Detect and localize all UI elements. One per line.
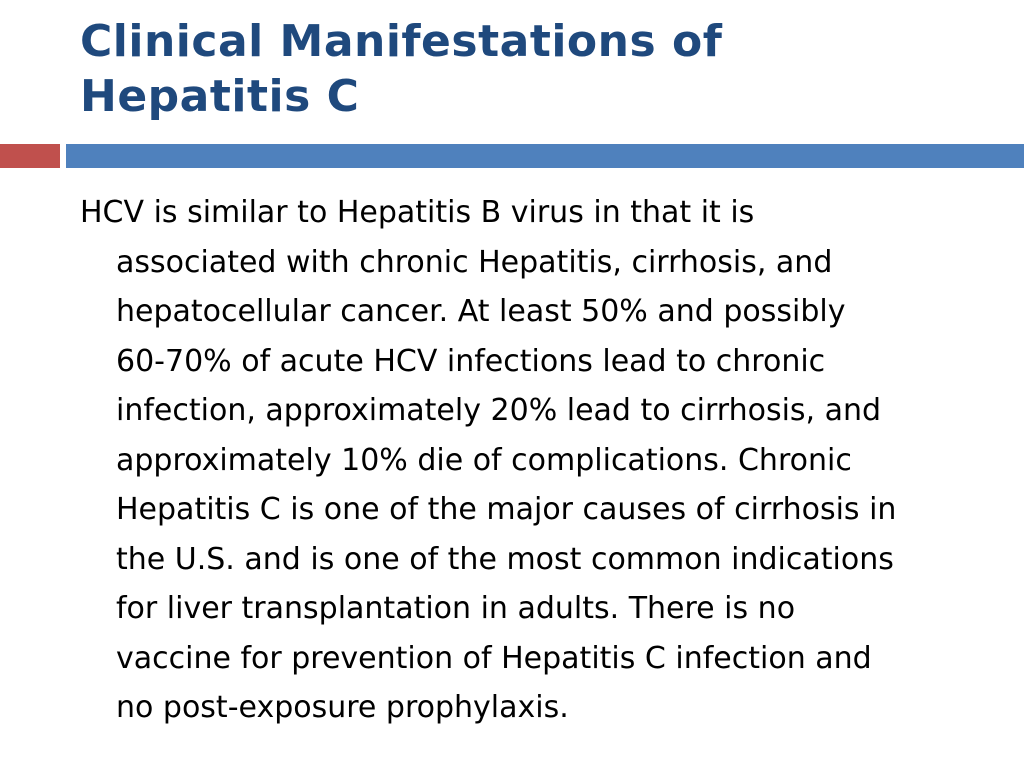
body-line: no post-exposure prophylaxis. bbox=[116, 690, 569, 725]
body-line: hepatocellular cancer. At least 50% and possibly bbox=[116, 294, 846, 329]
body-line: Hepatitis C is one of the major causes of cirrhosis in bbox=[116, 492, 897, 527]
body-line: for liver transplantation in adults. There is no bbox=[116, 591, 796, 626]
slide-title-line: Hepatitis C bbox=[80, 71, 360, 122]
body-paragraph bbox=[80, 188, 970, 733]
body-line: approximately 10% die of complications. Chronic bbox=[116, 442, 852, 478]
slide-title-line: Clinical Manifestations of bbox=[80, 16, 723, 67]
title-rule-blue-bar bbox=[66, 144, 1024, 168]
title-rule-red-accent bbox=[0, 144, 60, 168]
body-line: the U.S. and is one of the most common indications bbox=[116, 541, 894, 577]
body-line: associated with chronic Hepatitis, cirrhosis, and bbox=[116, 244, 833, 280]
body-line: 60-70% of acute HCV infections lead to chronic bbox=[116, 343, 826, 379]
body-line: vaccine for prevention of Hepatitis C infection and bbox=[116, 640, 872, 676]
body-line: infection, approximately 20% lead to cirrhosis, and bbox=[116, 393, 882, 428]
slide-title bbox=[80, 14, 980, 124]
body-line: HCV is similar to Hepatitis B virus in that it is bbox=[80, 195, 755, 230]
